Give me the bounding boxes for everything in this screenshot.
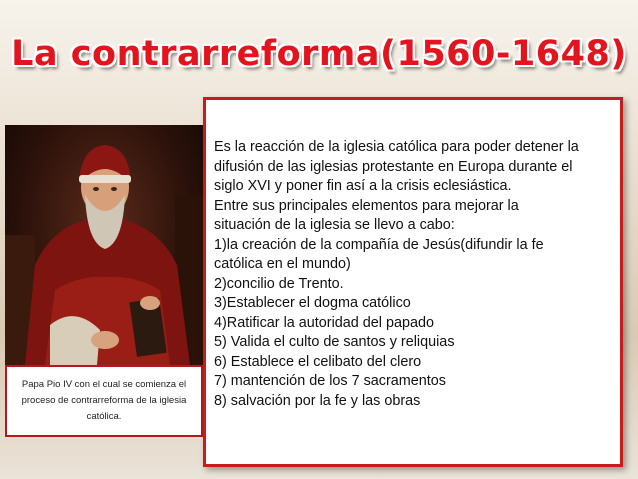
body-line: 7) mantención de los 7 sacramentos — [214, 373, 446, 389]
body-line: 4)Ratificar la autoridad del papado — [214, 314, 434, 331]
body-line: católica en el mundo) — [214, 256, 351, 272]
body-line: 6) Establece el celibato del clero — [214, 353, 422, 370]
body-line: 5) Valida el culto de santos y reliquias — [214, 334, 455, 350]
body-line: 2)concilio de Trento. — [214, 275, 344, 292]
body-line: 8) salvación por la fe y las obras — [214, 392, 421, 409]
body-line: difusión de las iglesias protestante en Europa durante el — [214, 158, 573, 175]
body-line: siglo XVI y poner fin así a la crisis eclesiástica. — [214, 178, 512, 194]
slide-title: La contrarreforma(1560-1648) — [11, 34, 627, 74]
body-line: 1)la creación de la compañía de Jesús(difundir la fe — [214, 236, 544, 253]
body-line: 3)Establecer el dogma católico — [214, 295, 411, 311]
body-line: situación de la iglesia se llevo a cabo: — [214, 217, 455, 233]
pope-portrait-illustration — [5, 125, 205, 365]
portrait-caption: Papa Pio IV con el cual se comienza el proceso de contrarreforma de la iglesia católica. — [5, 365, 203, 437]
body-line: Es la reacción de la iglesia católica para poder detener la — [214, 139, 579, 155]
body-line: Entre sus principales elementos para mejorar la — [214, 197, 519, 214]
pope-portrait — [5, 125, 205, 365]
content-textbox — [203, 97, 623, 467]
